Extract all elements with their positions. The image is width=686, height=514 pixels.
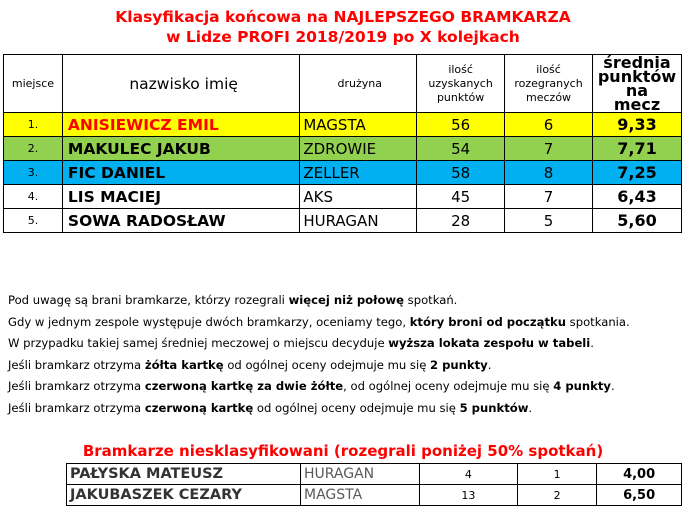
average-cell: 9,33: [592, 113, 681, 137]
note-5-text: Jeśli bramkarz otrzyma: [8, 379, 145, 393]
header-points: [417, 55, 505, 113]
note-3-text: W przypadku takiej samej średniej meczowej o miejscu decyduje: [8, 336, 389, 350]
ranking-row: [4, 209, 682, 233]
average-cell: 7,25: [592, 161, 681, 185]
average-cell: 6,43: [592, 185, 681, 209]
header-avg: [592, 52, 681, 114]
header-games-l1: ilość: [536, 62, 561, 76]
header-points-l3: punktów: [436, 90, 485, 104]
note-2: [8, 312, 630, 334]
team-cell: ZELLER: [300, 161, 417, 185]
note-1-text: Pod uwagę są brani bramkarze, którzy rozegrali: [8, 293, 289, 307]
header-rank: miejsce: [4, 55, 63, 113]
team-cell: HURAGAN: [300, 209, 417, 233]
team-cell: ZDROWIE: [300, 137, 417, 161]
note-4-bold: żółta kartkę: [144, 357, 224, 372]
points-cell: 28: [417, 209, 505, 233]
header-name: nazwisko imię: [62, 55, 299, 113]
note-4-bold-2: 2 punkty: [430, 357, 488, 372]
team-cell: HURAGAN: [300, 464, 419, 485]
points-cell: 56: [417, 113, 505, 137]
header-team: drużyna: [300, 55, 417, 113]
games-cell: 8: [505, 161, 593, 185]
ranking-row: [4, 113, 682, 137]
note-6-text: Jeśli bramkarz otrzyma: [8, 400, 145, 415]
note-3: [8, 333, 630, 355]
player-name-cell: SOWA RADOSŁAW: [62, 209, 299, 233]
note-4-end: .: [487, 357, 492, 372]
games-cell: 5: [505, 209, 593, 233]
note-4-mid: od ogólnej oceny odejmuje mu się: [223, 357, 431, 372]
note-1: [8, 290, 630, 312]
player-name-cell: PAŁYSKA MATEUSZ: [67, 464, 301, 485]
ranking-row: [4, 161, 682, 185]
note-5-bold: czerwoną kartkę za dwie żółte: [144, 379, 344, 393]
note-5-mid: , od ogólnej oceny odejmuje mu się: [343, 379, 554, 393]
note-6-end: .: [528, 400, 533, 415]
team-cell: AKS: [300, 185, 417, 209]
header-games-l2: rozegranych: [514, 76, 583, 90]
ranking-table: [3, 54, 682, 233]
unclassified-title: Bramkarze niesklasyfikowani (rozegrali poniżej 50% spotkań): [82, 442, 604, 460]
title-line-2: w Lidze PROFI 2018/2019 po X kolejkach: [166, 28, 520, 46]
note-6-bold: czerwoną kartkę: [144, 400, 254, 415]
games-cell: 2: [517, 485, 596, 506]
note-5-end: .: [610, 379, 615, 393]
header-avg-l2: punktów na: [597, 66, 677, 100]
rules-notes: [8, 290, 630, 419]
note-4-text: Jeśli bramkarz otrzyma: [8, 357, 145, 372]
rank-cell: 1.: [4, 113, 63, 137]
average-cell: 4,00: [597, 464, 682, 485]
ranking-row: [4, 137, 682, 161]
points-cell: 13: [419, 485, 517, 506]
note-1-bold: więcej niż połowę: [288, 293, 404, 307]
points-cell: 54: [417, 137, 505, 161]
player-name-cell: LIS MACIEJ: [62, 185, 299, 209]
rank-cell: 3.: [4, 161, 63, 185]
rank-cell: 4.: [4, 185, 63, 209]
average-cell: 6,50: [597, 485, 682, 506]
note-6-bold-2: 5 punktów: [459, 400, 529, 415]
header-avg-l1: średnia: [603, 52, 671, 72]
rank-cell: 2.: [4, 137, 63, 161]
ranking-header-row: [4, 55, 682, 113]
points-cell: 58: [417, 161, 505, 185]
ranking-row: [4, 185, 682, 209]
note-2-bold: który broni od początku: [409, 314, 566, 329]
note-6-mid: od ogólnej oceny odejmuje mu się: [253, 400, 460, 415]
team-cell: MAGSTA: [300, 113, 417, 137]
points-cell: 45: [417, 185, 505, 209]
games-cell: 7: [505, 185, 593, 209]
note-5-bold-2: 4 punkty: [553, 379, 611, 393]
title-line-1: Klasyfikacja końcowa na NAJLEPSZEGO BRAMKARZA: [115, 8, 571, 26]
games-cell: 7: [505, 137, 593, 161]
note-3-bold: wyższa lokata zespołu w tabeli: [388, 336, 591, 350]
average-cell: 5,60: [592, 209, 681, 233]
header-avg-l3: mecz: [613, 94, 661, 114]
note-5: [8, 376, 630, 398]
player-name-cell: ANISIEWICZ EMIL: [62, 113, 299, 137]
note-1-end: spotkań.: [404, 293, 458, 307]
note-2-end: spotkania.: [566, 314, 630, 329]
player-name-cell: JAKUBASZEK CEZARY: [67, 485, 301, 506]
games-cell: 6: [505, 113, 593, 137]
unclassified-row: [67, 464, 682, 485]
unclassified-table: [66, 463, 682, 506]
header-points-l1: ilość: [448, 62, 473, 76]
player-name-cell: FIC DANIEL: [62, 161, 299, 185]
note-6: [8, 398, 630, 420]
note-4: [8, 355, 630, 377]
note-3-end: .: [590, 336, 594, 350]
average-cell: 7,71: [592, 137, 681, 161]
team-cell: MAGSTA: [300, 485, 419, 506]
player-name-cell: MAKULEC JAKUB: [62, 137, 299, 161]
note-2-text: Gdy w jednym zespole występuje dwóch bramkarzy, oceniamy tego,: [8, 314, 410, 329]
header-games-l3: meczów: [526, 90, 572, 104]
header-points-l2: uzyskanych: [428, 76, 493, 90]
header-games: [505, 55, 593, 113]
unclassified-row: [67, 485, 682, 506]
games-cell: 1: [517, 464, 596, 485]
points-cell: 4: [419, 464, 517, 485]
rank-cell: 5.: [4, 209, 63, 233]
